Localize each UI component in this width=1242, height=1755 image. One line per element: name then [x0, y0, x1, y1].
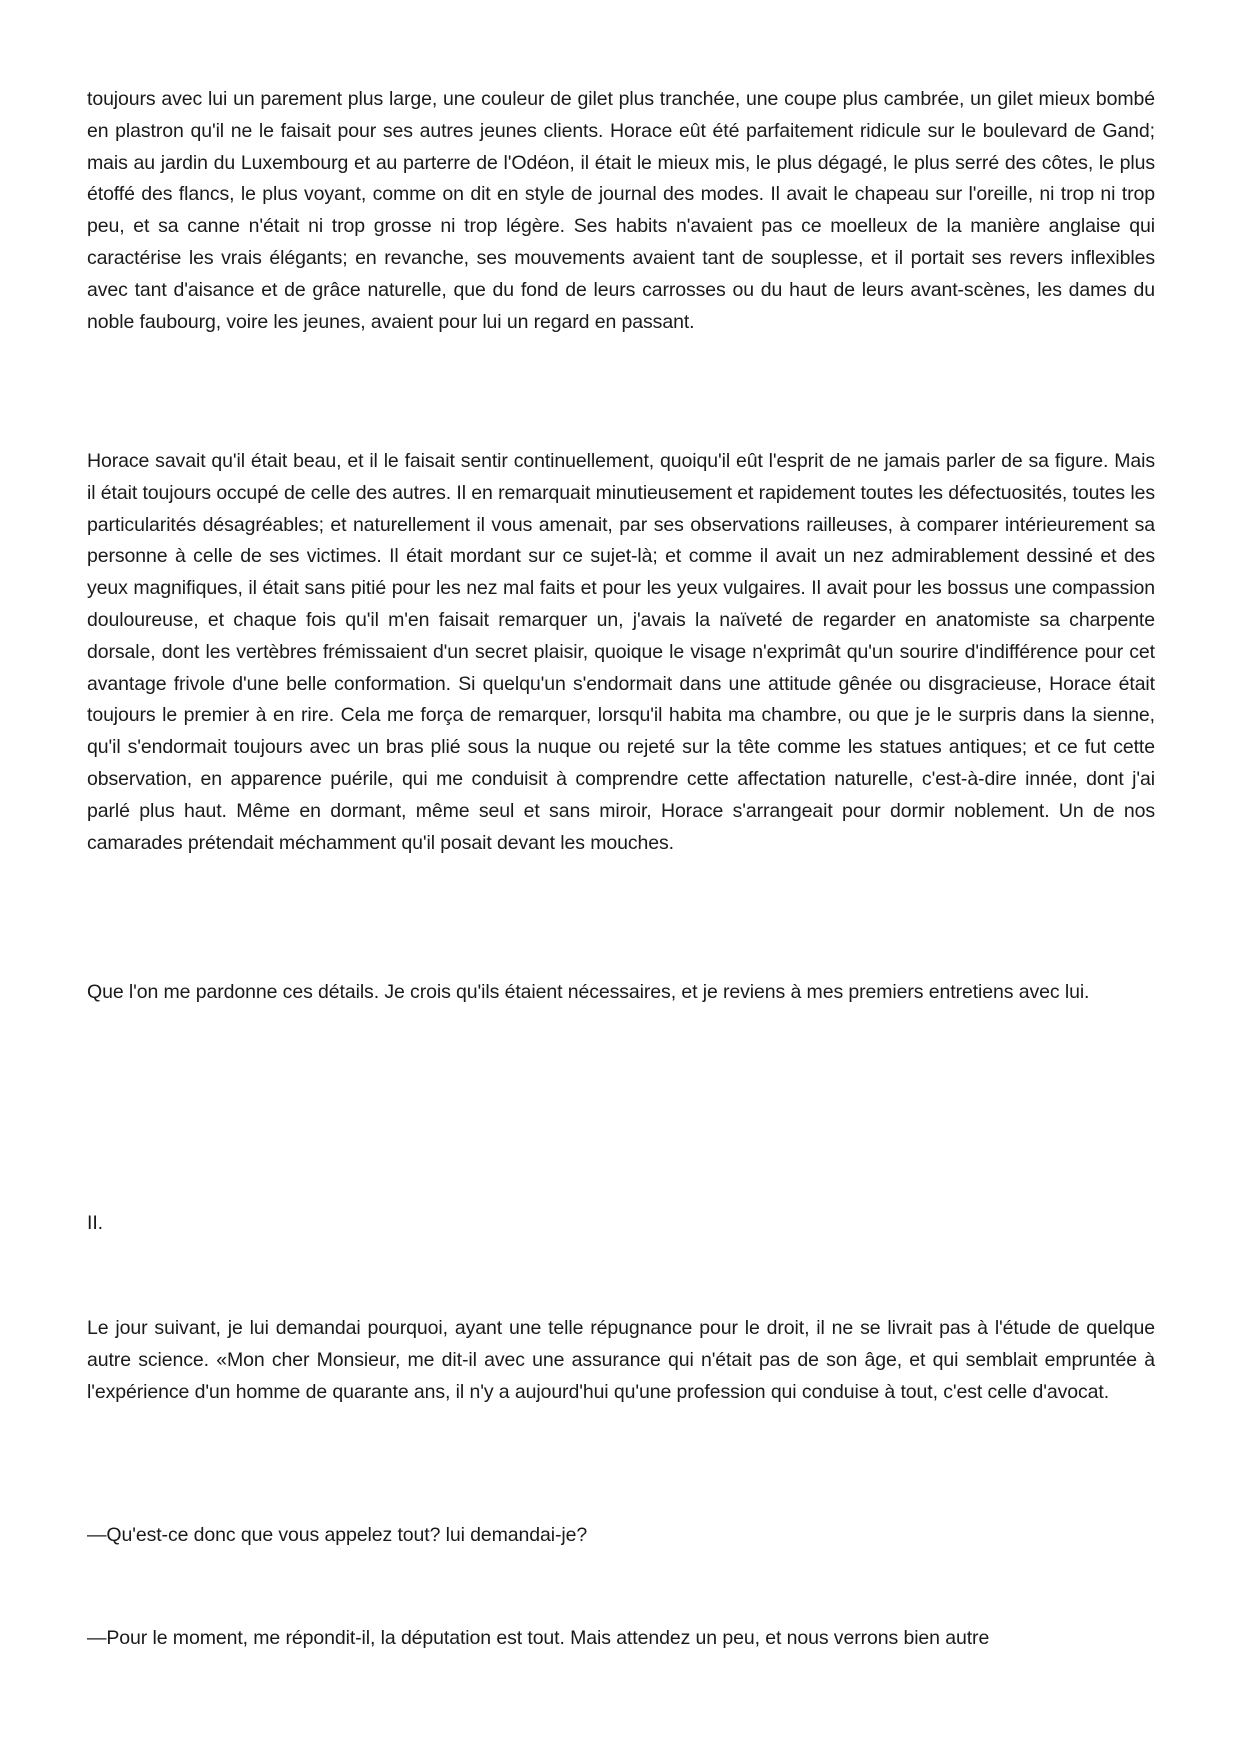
paragraph-3: Que l'on me pardonne ces détails. Je crois qu'ils étaient nécessaires, et je reviens à mes premiers entretiens avec lui. — [87, 981, 1090, 1003]
chapter-paragraph-3: —Pour le moment, me répondit-il, la députation est tout. Mais attendez un peu, et nous verrons bien autre — [87, 1627, 990, 1649]
chapter-paragraph-1: Le jour suivant, je lui demandai pourquoi, ayant une telle répugnance pour le droit, il ne se livrait pas à l'étude de quelque autre science. «Mon cher Monsieur, me dit-il avec une assurance qui n'était pas de son âge, et qui semblait empruntée à l'expérience d'un homme de quarante ans, il n'y a aujourd'hui qu'une profession qui conduise à tout, c'est celle d'avocat. — [87, 1317, 1155, 1403]
chapter-heading: II. — [87, 1212, 103, 1234]
paragraph-2: Horace savait qu'il était beau, et il le faisait sentir continuellement, quoiqu'il eût l'esprit de ne jamais parler de sa figure. Mais il était toujours occupé de celle des autres. Il en remarquait minutieusement et rapidement toutes les défectuosités, toutes les particularités désagréables; et naturellement il vous amenait, par ses observations railleuses, à comparer intérieurement sa personne à celle de ses victimes. Il était mordant sur ce sujet-là; et comme il avait un nez admirablement dessiné et des yeux magnifiques, il était sans pitié pour les nez mal faits et pour les yeux vulgaires. Il avait pour les bossus une compassion douloureuse, et chaque fois qu'il m'en faisait remarquer un, j'avais la naïveté de regarder en anatomiste sa charpente dorsale, dont les vertèbres frémissaient d'un secret plaisir, quoique le visage n'exprimât qu'un sourire d'indifférence pour cet avantage frivole d'une belle conformation. Si quelqu'un s'endormait dans une attitude gênée ou disgracieuse, Horace était toujours le premier à en rire. Cela me força de remarquer, lorsqu'il habita ma chambre, ou que je le surpris dans la sienne, qu'il s'endormait toujours avec un bras plié sous la nuque ou rejeté sur la tête comme les statues antiques; et ce fut cette observation, en apparence puérile, qui me conduisit à comprendre cette affectation naturelle, c'est-à-dire innée, dont j'ai parlé plus haut. Même en dormant, même seul et sans miroir, Horace s'arrangeait pour dormir noblement. Un de nos camarades prétendait méchamment qu'il posait devant les mouches. — [87, 450, 1155, 854]
paragraph-1: toujours avec lui un parement plus large, une couleur de gilet plus tranchée, une coupe plus cambrée, un gilet mieux bombé en plastron qu'il ne le faisait pour ses autres jeunes clients. Horace eût été parfaitement ridicule sur le boulevard de Gand; mais au jardin du Luxembourg et au parterre de l'Odéon, il était le mieux mis, le plus dégagé, le plus serré des côtes, le plus étoffé des flancs, le plus voyant, comme on dit en style de journal des modes. Il avait le chapeau sur l'oreille, ni trop ni trop peu, et sa canne n'était ni trop grosse ni trop légère. Ses habits n'avaient pas ce moelleux de la manière anglaise qui caractérise les vrais élégants; en revanche, ses mouvements avaient tant de souplesse, et il portait ses revers inflexibles avec tant d'aisance et de grâce naturelle, que du fond de leurs carrosses ou du haut de leurs avant-scènes, les dames du noble faubourg, voire les jeunes, avaient pour lui un regard en passant. — [87, 88, 1155, 333]
chapter-paragraph-2: —Qu'est-ce donc que vous appelez tout? lui demandai-je? — [87, 1524, 588, 1546]
